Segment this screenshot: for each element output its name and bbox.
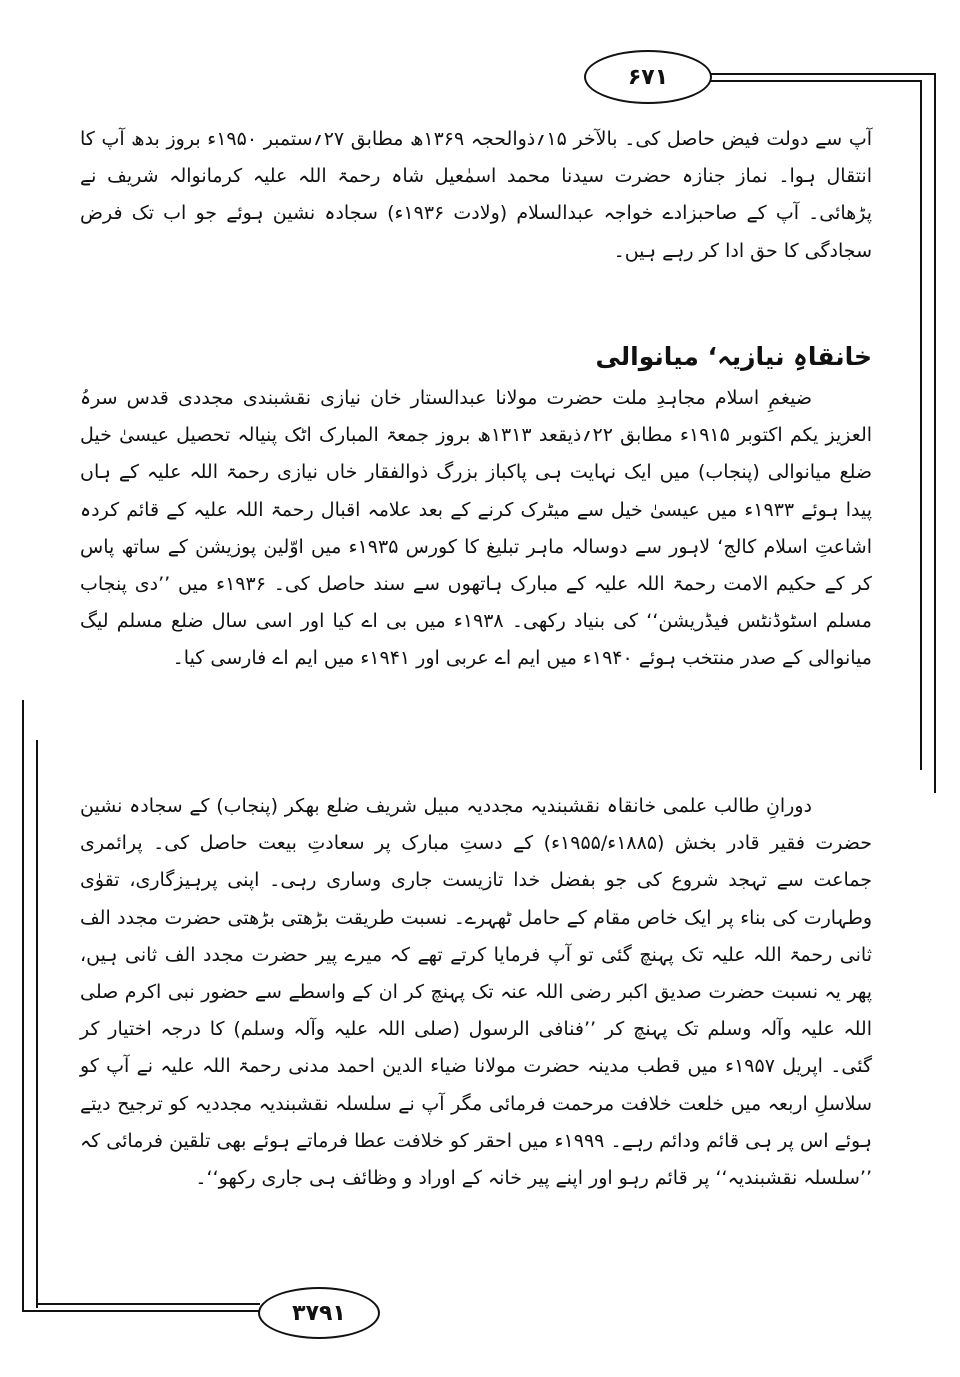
left-frame-line-inner	[36, 740, 38, 1308]
paragraph-2: ضیغمِ اسلام مجاہدِ ملت حضرت مولانا عبدالستار خان نیازی نقشبندی مجددی قدس سرہُ العزیز یکم اکتوبر ۱۹۱۵ء مطابق ۲۲؍ذیقعد ۱۳۱۳ھ بروز جمعۃ المبارک اٹک پنیالہ تحصیل عیسیٰ خیل ضلع میانوالی (پنجاب) میں ایک نہایت ہی پاکباز بزرگ ذوالفقار خاں نیازی رحمۃ اللہ علیہ کے ہاں پیدا ہوئے ۱۹۳۳ء میں عیسیٰ خیل سے میٹرک کرنے کے بعد علامہ اقبال رحمۃ اللہ علیہ کے قائم کردہ اشاعتِ اسلام کالج‘ لاہور سے دوسالہ ماہر تبلیغ کا کورس ۱۹۳۵ء میں اوّلین پوزیشن کے ساتھ پاس کر کے حکیم الامت رحمۃ اللہ علیہ کے مبارک ہاتھوں سے سند حاصل کی۔ ۱۹۳۶ء میں ’’دی پنجاب مسلم اسٹوڈنٹس فیڈریشن‘‘ کی بنیاد رکھی۔ ۱۹۳۸ء میں بی اے کیا اور اسی سال ضلع مسلم لیگ میانوالی کے صدر منتخب ہوئے ۱۹۴۰ء میں ایم اے عربی اور ۱۹۴۱ء میں ایم اے فارسی کیا۔	[80, 387, 873, 670]
right-frame-line-outer	[934, 73, 936, 793]
page-number-bottom: ۳۷۹۱	[258, 1287, 380, 1339]
left-frame-line-outer	[22, 700, 24, 1312]
paragraph-3: دورانِ طالب علمی خانقاہ نقشبندیہ مجددیہ مبیل شریف ضلع بھکر (پنجاب) کے سجادہ نشین حضرت فقیر قادر بخش (۱۸۸۵ء/۱۹۵۵ء) کے دستِ مبارک پر سعادتِ بیعت حاصل کی۔ پرائمری جماعت سے تہجد شروع کی جو بفضل خدا تازیست جاری وساری رہی۔ اپنی پرہیزگاری، تقوٰی وطہارت کی بناء پر ایک خاص مقام کے حامل ٹھہرے۔ نسبت طریقت بڑھتی بڑھتی حضرت مجدد الف ثانی رحمۃ اللہ علیہ تک پہنچ گئی تو آپ فرمایا کرتے تھے کہ میرے پیر حضرت مجدد الف ثانی ہیں، پھر یہ نسبت حضرت صدیق اکبر رضی اللہ عنہ تک پہنچ کر ان کے واسطے سے حضور نبی اکرم صلی اللہ علیہ وآلہ وسلم تک پہنچ کر ’’فنافی الرسول (صلی اللہ علیہ وآلہ وسلم) کا درجہ اختیار کر گئی۔ اپریل ۱۹۵۷ء میں قطب مدینہ حضرت مولانا ضیاء الدین احمد مدنی رحمۃ اللہ علیہ نے آپ کو سلاسلِ اربعہ میں خلعت خلافت مرحمت فرمائی مگر آپ نے سلسلہ نقشبندیہ مجددیہ کو ترجیح دیتے ہوئے اس پر ہی قائم ودائم رہے۔ ۱۹۹۹ء میں احقر کو خلافت عطا فرماتے ہوئے بھی تلقین فرمائی کہ ’’سلسلہ نقشبندیہ‘‘ پر قائم رہو اور اپنے پیر خانہ کے اوراد و وظائف ہی جاری رکھو‘‘۔	[80, 795, 873, 1190]
paragraph-1-container	[80, 121, 872, 270]
top-frame-line-outer	[706, 73, 936, 75]
paragraph-3-container	[80, 788, 872, 1197]
page-number-top: ۶۷۱	[584, 50, 712, 104]
right-frame-line-inner	[920, 80, 922, 770]
section-heading: خانقاہِ نیازیہ‘ میانوالی	[595, 342, 872, 371]
paragraph-2-container	[80, 380, 872, 678]
paragraph-1: آپ سے دولت فیض حاصل کی۔ بالآخر ۱۵؍ذوالحجہ ۱۳۶۹ھ مطابق ۲۷؍ستمبر ۱۹۵۰ء بروز بدھ آپ کا انتقال ہوا۔ نماز جنازہ حضرت سیدنا محمد اسمٰعیل شاہ رحمۃ اللہ علیہ کرمانوالہ شریف نے پڑھائی۔ آپ کے صاحبزادے خواجہ عبدالسلام (ولادت ۱۹۳۶ء) سجادہ نشین ہوئے جو اب تک فرض سجادگی کا حق ادا کر رہے ہیں۔	[80, 128, 872, 262]
bottom-frame-line-outer	[22, 1310, 260, 1312]
bottom-frame-line-inner	[36, 1303, 260, 1305]
top-frame-line-inner	[706, 80, 922, 82]
